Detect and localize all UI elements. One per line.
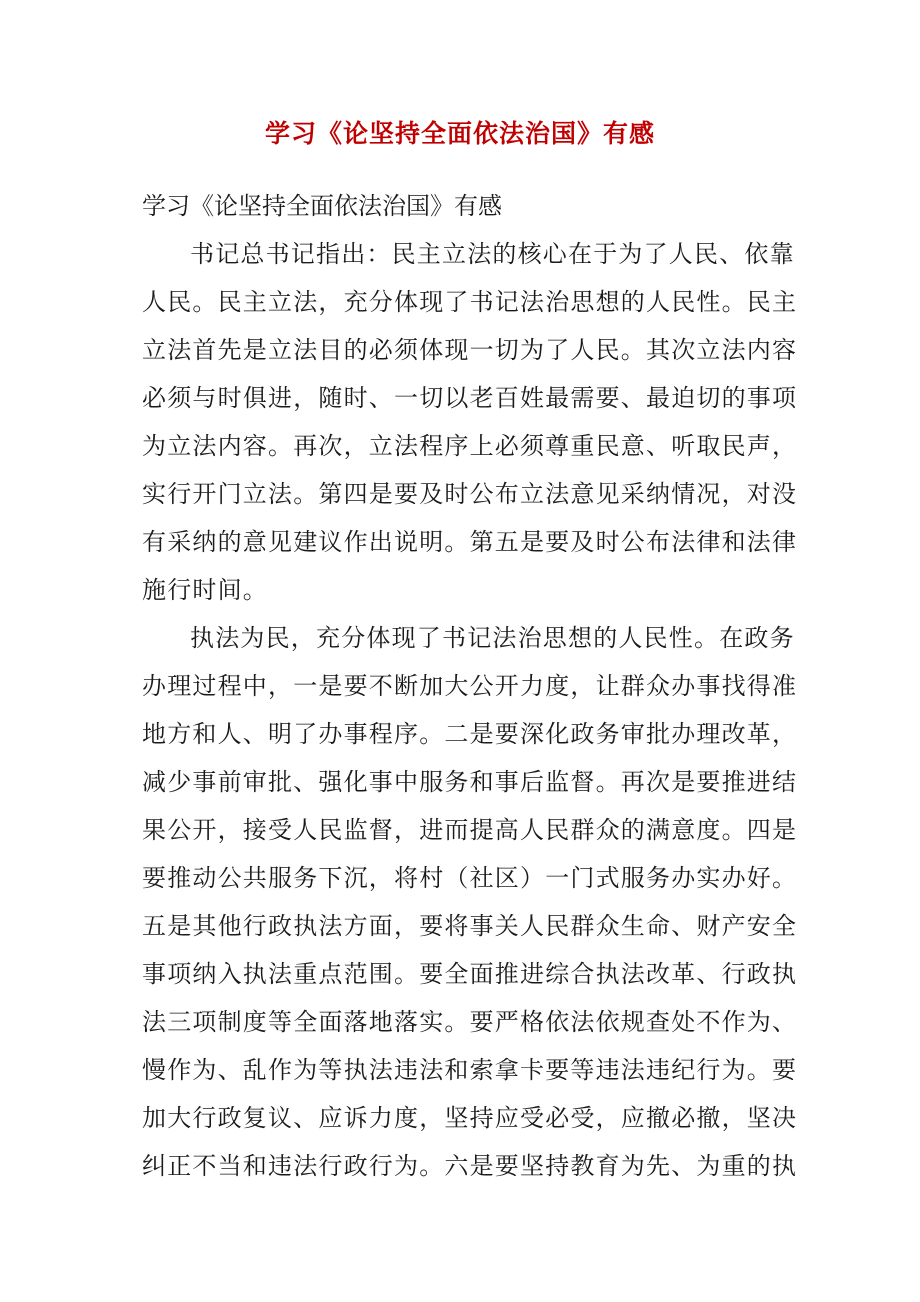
paragraph-line: 办理过程中，一是要不断加大公开力度，让群众办事找得准 <box>142 672 798 700</box>
paragraph-line: 立法首先是立法目的必须体现一切为了人民。其次立法内容 <box>142 336 798 364</box>
paragraph-line: 地方和人、明了办事程序。二是要深化政务审批办理改革， <box>142 720 798 748</box>
paragraph-line: 果公开，接受人民监督，进而提高人民群众的满意度。四是 <box>142 816 798 844</box>
document-subtitle: 学习《论坚持全面依法治国》有感 <box>142 192 502 220</box>
paragraph-line: 实行开门立法。第四是要及时公布立法意见采纳情况，对没 <box>142 480 798 508</box>
paragraph-line: 慢作为、乱作为等执法违法和索拿卡要等违法违纪行为。要 <box>142 1056 798 1084</box>
paragraph-line: 要推动公共服务下沉，将村（社区）一门式服务办实办好。 <box>142 864 798 892</box>
paragraph-line: 有采纳的意见建议作出说明。第五是要及时公布法律和法律 <box>142 528 798 556</box>
paragraph-line: 纠正不当和违法行政行为。六是要坚持教育为先、为重的执 <box>142 1152 798 1180</box>
paragraph-line: 加大行政复议、应诉力度，坚持应受必受，应撤必撤，坚决 <box>142 1104 798 1132</box>
paragraph-2 <box>142 614 797 1190</box>
document-title: 学习《论坚持全面依法治国》有感 <box>264 119 655 148</box>
paragraph-line: 施行时间。 <box>142 576 268 604</box>
paragraph-line: 为立法内容。再次，立法程序上必须尊重民意、听取民声， <box>142 432 798 460</box>
paragraph-line: 执法为民，充分体现了书记法治思想的人民性。在政务 <box>190 624 795 652</box>
paragraph-line: 减少事前审批、强化事中服务和事后监督。再次是要推进结 <box>142 768 798 796</box>
paragraph-line: 法三项制度等全面落地落实。要严格依法依规查处不作为、 <box>142 1008 798 1036</box>
paragraph-line: 人民。民主立法，充分体现了书记法治思想的人民性。民主 <box>142 288 798 316</box>
paragraph-line: 事项纳入执法重点范围。要全面推进综合执法改革、行政执 <box>142 960 798 988</box>
paragraph-line: 书记总书记指出：民主立法的核心在于为了人民、依靠 <box>190 240 795 268</box>
paragraph-1 <box>142 230 797 614</box>
paragraph-line: 必须与时俱进，随时、一切以老百姓最需要、最迫切的事项 <box>142 384 798 412</box>
paragraph-line: 五是其他行政执法方面，要将事关人民群众生命、财产安全 <box>142 912 798 940</box>
